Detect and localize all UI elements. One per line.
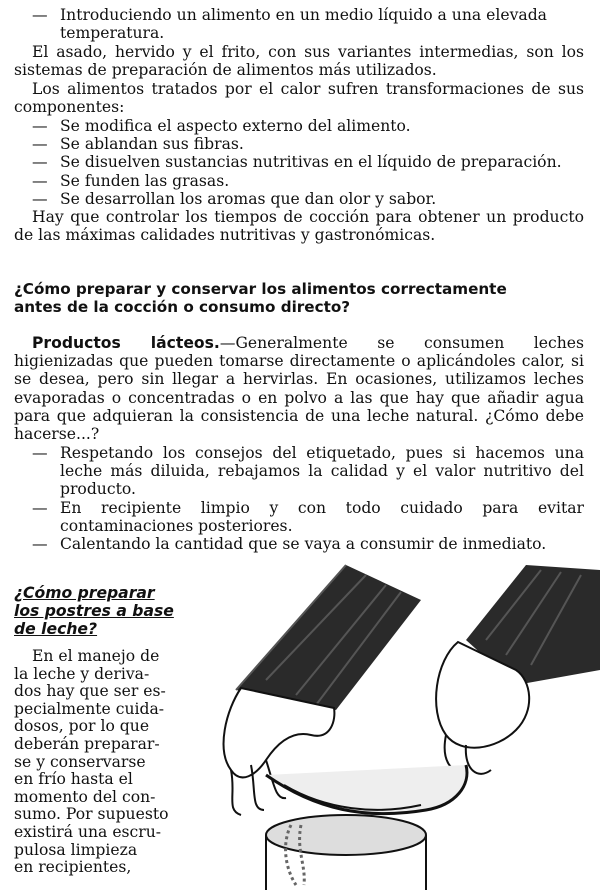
paragraph-heat-intro: Los alimentos tratados por el calor sufren transformaciones de sus componentes: (14, 80, 584, 117)
can (266, 815, 426, 855)
list-item: — Respetando los consejos del etiquetado, pues si hacemos una leche más diluida, rebajamos la calidad y el valor nutritivo del producto. (32, 444, 584, 499)
paragraph-dairy (14, 334, 584, 443)
list-item: — Se modifica el aspecto externo del alimento. (32, 117, 411, 135)
can-opener (266, 765, 467, 814)
can-opener-illustration (196, 560, 600, 890)
list-item: — En recipiente limpio y con todo cuidado para evitar contaminaciones posteriores. (32, 498, 584, 535)
list-item-continued: — Introduciendo un alimento en un medio líquido a una elevada temperatura. (14, 6, 584, 42)
paragraph-methods: El asado, hervido y el frito, con sus variantes intermedias, son los sistemas de preparación de alimentos más utilizados. (14, 43, 584, 80)
list-item: — Se disuelven sustancias nutritivas en el líquido de preparación. (32, 153, 562, 172)
list-item-text-cont: temperatura. (60, 24, 165, 43)
list-item: — Calentando la cantidad que se vaya a consumir de inmediato. (32, 535, 547, 554)
paragraph-control: Hay que controlar los tiempos de cocción para obtener un producto de las máximas calidades nutritivas y gastronómicas. (14, 208, 584, 245)
dairy-text: —Generalmente se consumen leches higienizadas que pueden tomarse directamente o aplicándoles calor, si se desea, pero sin llegar a hervirlas. En ocasiones, utilizamos leches evaporadas o concentradas o en polvo a las que hay que añadir agua para que adquieran la consistencia de una leche natural. ¿Cómo debe hacerse...? (14, 334, 585, 444)
section-heading: ¿Cómo preparar y conservar los alimentos correctamente antes de la cocción o consumo directo? (14, 280, 507, 316)
list-item-text: Introduciendo un alimento en un medio líquido a una elevada (60, 6, 547, 24)
list-item: — Se funden las grasas. (32, 171, 230, 190)
dairy-title: Productos lácteos. (32, 334, 220, 352)
dessert-heading: ¿Cómo preparar los postres a base de leche? (14, 584, 174, 638)
list-item: — Se desarrollan los aromas que dan olor y sabor. (32, 189, 437, 208)
dairy-tips-list (14, 444, 584, 553)
heat-effects-list (14, 117, 584, 208)
list-item: — Se ablandan sus fibras. (32, 135, 244, 154)
dessert-paragraph: En el manejo de la leche y deriva- dos hay que ser es- pecialmente cuida- dosos, por lo que deberán preparar- se y conservarse en frío hasta el momento del con- sumo. Por supuesto existirá una escru- pulosa limpieza en recipientes, (14, 647, 169, 877)
